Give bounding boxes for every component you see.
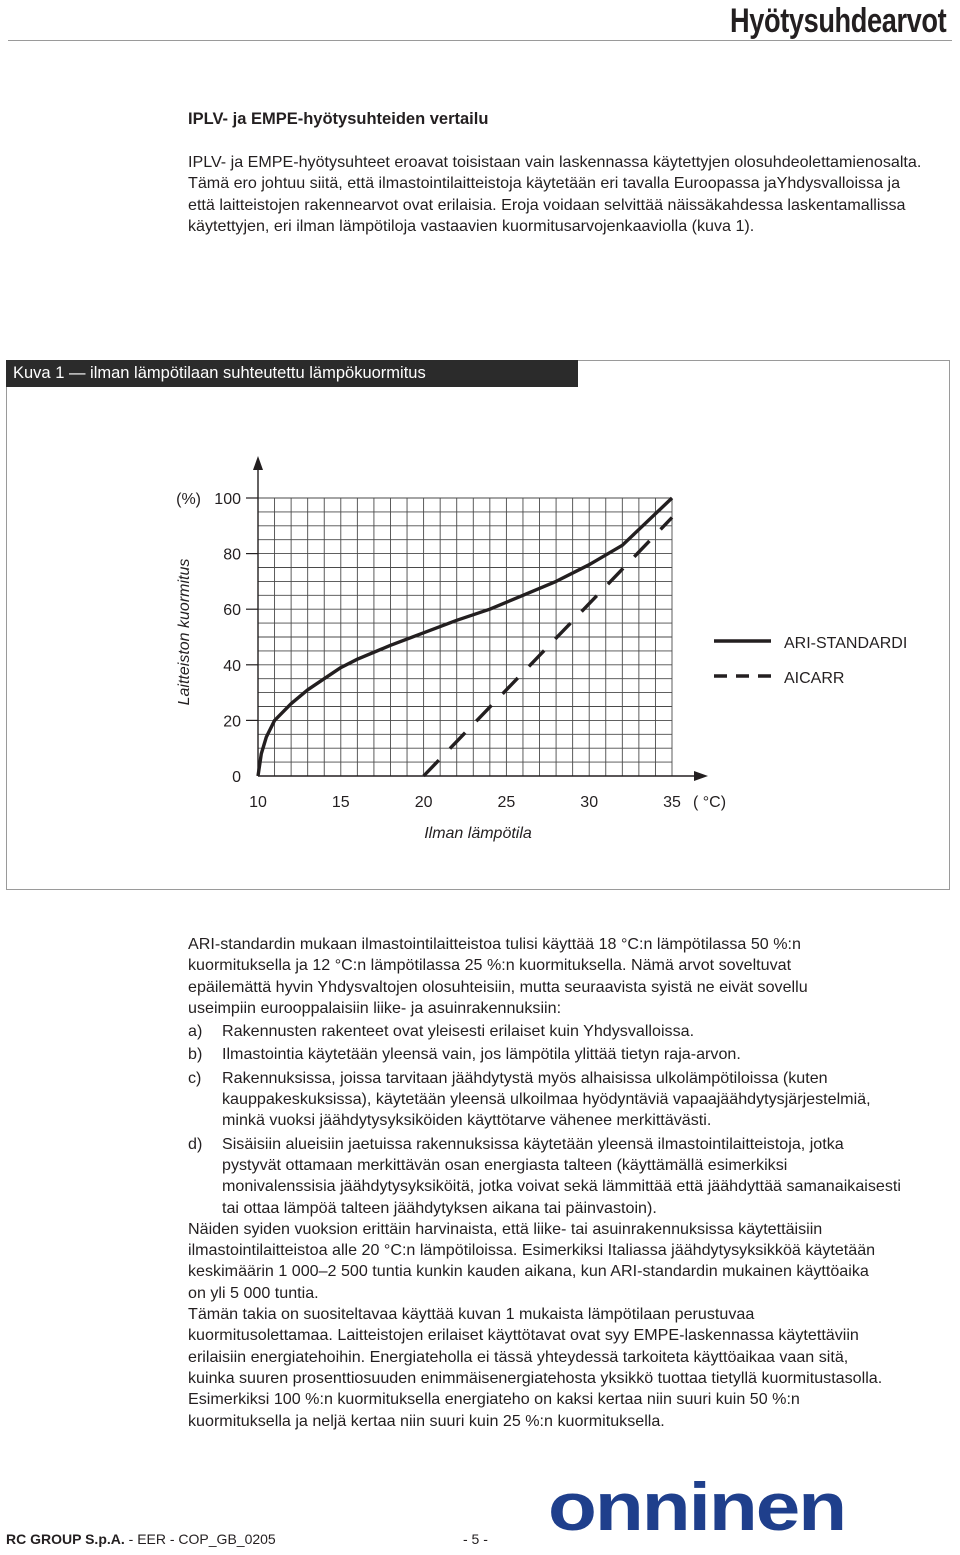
paragraph <box>188 1304 960 1432</box>
paragraph-line: kuinka suuren prosenttiosuuden enimmäisenergiatehosta yksikkö tuottaa tietyllä kuormitustasolla. <box>188 1368 883 1387</box>
list-item-label: d) <box>188 1134 203 1153</box>
body-text <box>188 934 960 1432</box>
x-tick-label: 15 <box>331 794 350 811</box>
list-item-line: minkä vuoksi jäähdytysyksiköiden käyttötarve vähenee merkittävästi. <box>222 1111 712 1130</box>
paragraph-line: kuormitusolettamaa. Laitteistojen erilaiset käyttötavat ovat syy EMPE-laskennassa käytettäviin <box>188 1326 859 1345</box>
paragraph-line: Näiden syiden vuoksion erittäin harvinaista, että liike- tai asuinrakennuksissa käytettäisiin <box>188 1219 823 1238</box>
y-axis-label: Laitteiston kuormitus <box>176 558 193 706</box>
onninen-logo: onninen <box>548 1468 846 1545</box>
list-item-line: monivalenssisia jäähdytysyksiköitä, jotka voivat sekä lämmittää että jäähdyttää samanaikaisesti <box>222 1177 901 1196</box>
list-item-line: Ilmastointia käytetään yleensä vain, jos lämpötila ylittää tietyn raja-arvon. <box>222 1045 741 1064</box>
x-tick-label: 30 <box>580 794 599 811</box>
paragraph-line: ilmastointilaitteistoa alle 20 °C:n lämpötiloissa. Esimerkiksi Italiassa jäähdytysyksikköä käytetään <box>188 1241 876 1260</box>
x-tick-label: 10 <box>249 794 267 811</box>
list-item-line: tai ottaa lämpöä talteen jäähdytyksen aikana tai päinvastoin). <box>222 1198 657 1217</box>
intro-line: kaaviolla (kuva 1). <box>624 216 755 235</box>
list-item <box>188 1068 960 1132</box>
list-item <box>188 1044 960 1065</box>
page-title: Hyötysuhdearvot <box>729 2 946 40</box>
y-tick-label: 0 <box>232 769 241 786</box>
intro-line: osalta. Tämä ero johtuu siitä, että ilmastointilaitteistoja käytetään eri tavalla Euroopassa ja <box>188 153 922 193</box>
y-tick-label: 40 <box>223 657 241 675</box>
footer-doc-info <box>6 1531 276 1547</box>
paragraph-line: ARI-standardin mukaan ilmastointilaitteistoa tulisi käyttää 18 °C:n lämpötilassa 50 %:n <box>188 935 801 953</box>
paragraph-line: kuormituksella ja 12 °C:n lämpötilassa 25 %:n kuormituksella. Nämä arvot soveltuvat <box>188 956 792 975</box>
legend-label: ARI-STANDARDI <box>784 635 908 652</box>
paragraph-ari <box>188 934 960 1019</box>
paragraph-line: Tämän takia on suositeltavaa käyttää kuvan 1 mukaista lämpötilaan perustuvaa <box>188 1305 755 1324</box>
paragraph-line: on yli 5 000 tuntia. <box>188 1283 319 1302</box>
intro-line: IPLV- ja EMPE-hyötysuhteet eroavat toisistaan vain laskennassa käytettyjen olosuhdeolettamien <box>188 153 874 171</box>
list-item-line: kauppakeskuksissa), käytetään yleensä ulkoilmaa hyödyntäviä vapaajäähdytysjärjestelmiä, <box>222 1090 871 1109</box>
list-item-line: Rakennusten rakenteet ovat yleisesti erilaiset kuin Yhdysvalloissa. <box>222 1022 695 1041</box>
x-axis-arrow <box>694 771 708 781</box>
list-item-label: b) <box>188 1045 203 1064</box>
list-item <box>188 1021 960 1042</box>
intro-line: kahdessa laskentamallissa käytettyjen, eri ilman lämpötiloja vastaavien kuormitusarvojen <box>188 195 906 235</box>
paragraph-line: epäilemättä hyvin Yhdysvaltojen olosuhteisiin, mutta seuraavista syistä ne eivät sovellu <box>188 977 808 996</box>
y-tick-label: 60 <box>223 602 241 620</box>
figure-caption: Kuva 1 — ilman lämpötilaan suhteutettu lämpökuormitus <box>6 360 578 387</box>
x-axis-label: Ilman lämpötila <box>424 825 532 842</box>
x-tick-label: 20 <box>414 794 433 811</box>
paragraph <box>188 1219 960 1304</box>
y-tick-label: 100 <box>214 491 241 508</box>
list-item-line: Sisäisiin alueisiin jaetuissa rakennuksissa käytetään yleensä ilmastointilaitteistoja, jotka <box>222 1134 844 1153</box>
section-heading: IPLV- ja EMPE-hyötysuhteiden vertailu <box>188 110 489 128</box>
x-tick-label: 35 <box>663 794 681 811</box>
paragraph-line: kuormituksella ja neljä kertaa niin suuri kuin 25 %:n kuormituksella. <box>188 1411 665 1430</box>
paragraph-line: keskimäärin 1 000–2 500 tuntia kunkin kauden aikana, kun ARI-standardin mukainen käyttöaika <box>188 1262 869 1281</box>
paragraph-line: erilaisiin energiatehoihin. Energiateholla ei tässä yhteydessä tarkoiteta käyttöaikaa vaan sitä, <box>188 1347 849 1366</box>
list-item <box>188 1134 960 1219</box>
intro-line: Yhdysvalloissa ja että laitteistojen rakennearvot ovat erilaisia. Eroja voidaan selvittää näissä <box>188 174 901 214</box>
y-axis-arrow <box>253 456 263 470</box>
legend-label: AICARR <box>784 670 845 687</box>
paragraph-line: useimpiin eurooppalaisiin liike- ja asuinrakennuksiin: <box>188 998 562 1017</box>
chart-legend <box>714 635 907 687</box>
paragraph-line: Esimerkiksi 100 %:n kuormituksella energiateho on kaksi kertaa niin suuri kuin 50 %:n <box>188 1390 800 1409</box>
page-number: - 5 - <box>463 1531 488 1547</box>
list-item-line: pystyvät ottamaan merkittävän osan energiasta talteen (käyttämällä esimerkiksi <box>222 1155 788 1174</box>
footer-doc-code: - EER - COP_GB_0205 <box>124 1531 276 1547</box>
list-item-line: Rakennuksissa, joissa tarvitaan jäähdytystä myös alhaisissa ulkolämpötiloissa (kuten <box>222 1068 828 1087</box>
y-tick-label: 20 <box>223 713 241 731</box>
x-tick-label: 25 <box>497 794 516 811</box>
y-tick-label: 80 <box>223 546 241 564</box>
y-axis-unit: (%) <box>176 491 201 508</box>
series-aicarr-line <box>424 518 672 777</box>
list-item-label: a) <box>188 1022 203 1041</box>
footer-company: RC GROUP S.p.A. <box>6 1531 125 1547</box>
x-axis-unit: ( °C) <box>693 794 727 811</box>
list-item-label: c) <box>188 1068 202 1087</box>
